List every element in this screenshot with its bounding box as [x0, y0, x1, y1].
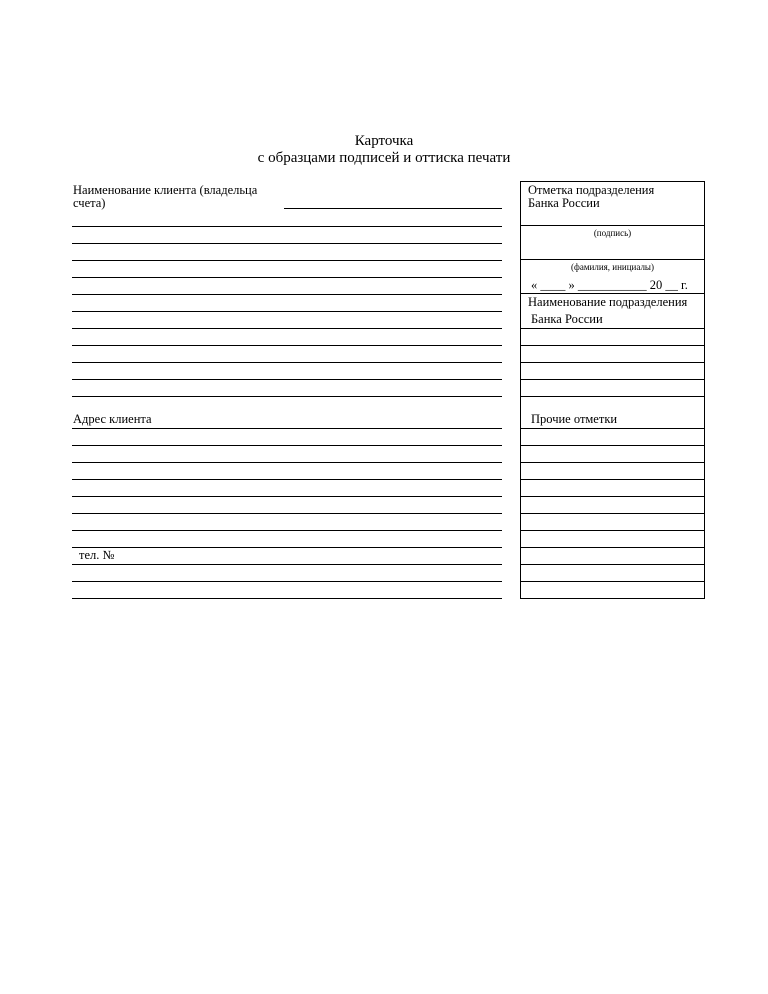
other-marks-line [520, 496, 705, 497]
date-line: « ____ » ___________ 20 __ г. [531, 278, 688, 292]
bank-mark-label-cont: Банка России [528, 196, 600, 210]
phone-line [72, 564, 502, 565]
other-marks-line [520, 445, 705, 446]
other-marks-line [520, 479, 705, 480]
other-marks-line [520, 513, 705, 514]
client-name-line [72, 243, 502, 244]
other-marks-line [520, 530, 705, 531]
bank-mark-label: Отметка подразделения [528, 183, 655, 197]
address-line [72, 462, 502, 463]
phone-line [72, 581, 502, 582]
client-name-line [72, 379, 502, 380]
bank-division-label-cont: Банка России [531, 312, 603, 326]
bank-division-line [520, 345, 705, 346]
signature-line [520, 259, 705, 260]
address-line [72, 530, 502, 531]
client-name-line [72, 277, 502, 278]
client-name-field [284, 208, 502, 209]
date-divider [520, 293, 705, 294]
address-line [72, 445, 502, 446]
other-marks-line [520, 428, 705, 429]
other-marks-label: Прочие отметки [531, 412, 618, 426]
address-line [72, 428, 502, 429]
bank-division-label: Наименование подразделения [528, 295, 688, 309]
bank-division-line [520, 379, 705, 380]
phone-line [72, 598, 502, 599]
bank-division-line [520, 396, 705, 397]
bank-division-line [520, 362, 705, 363]
bank-marks-box [520, 181, 705, 599]
address-line [72, 479, 502, 480]
other-marks-line [520, 581, 705, 582]
client-name-line [72, 328, 502, 329]
client-name-line [72, 294, 502, 295]
client-name-label: Наименование клиента (владельца [73, 183, 258, 197]
other-marks-line [520, 547, 705, 548]
card-subtitle: с образцами подписей и оттиска печати [257, 150, 511, 166]
address-line [72, 513, 502, 514]
client-name-line [72, 396, 502, 397]
client-name-line [72, 260, 502, 261]
other-marks-line [520, 564, 705, 565]
other-marks-line [520, 462, 705, 463]
client-name-line [72, 362, 502, 363]
address-label: Адрес клиента [73, 412, 152, 426]
client-name-line [72, 311, 502, 312]
name-initials-caption: (фамилия, инициалы) [571, 262, 654, 272]
client-name-line [72, 345, 502, 346]
bank-division-line [520, 328, 705, 329]
client-name-line [72, 226, 502, 227]
address-line [72, 547, 502, 548]
address-line [72, 496, 502, 497]
signature-caption: (подпись) [593, 228, 632, 238]
bank-mark-divider [520, 225, 705, 226]
card-title: Карточка [354, 133, 414, 149]
client-name-label-cont: счета) [73, 196, 106, 210]
phone-label: тел. № [79, 548, 115, 562]
